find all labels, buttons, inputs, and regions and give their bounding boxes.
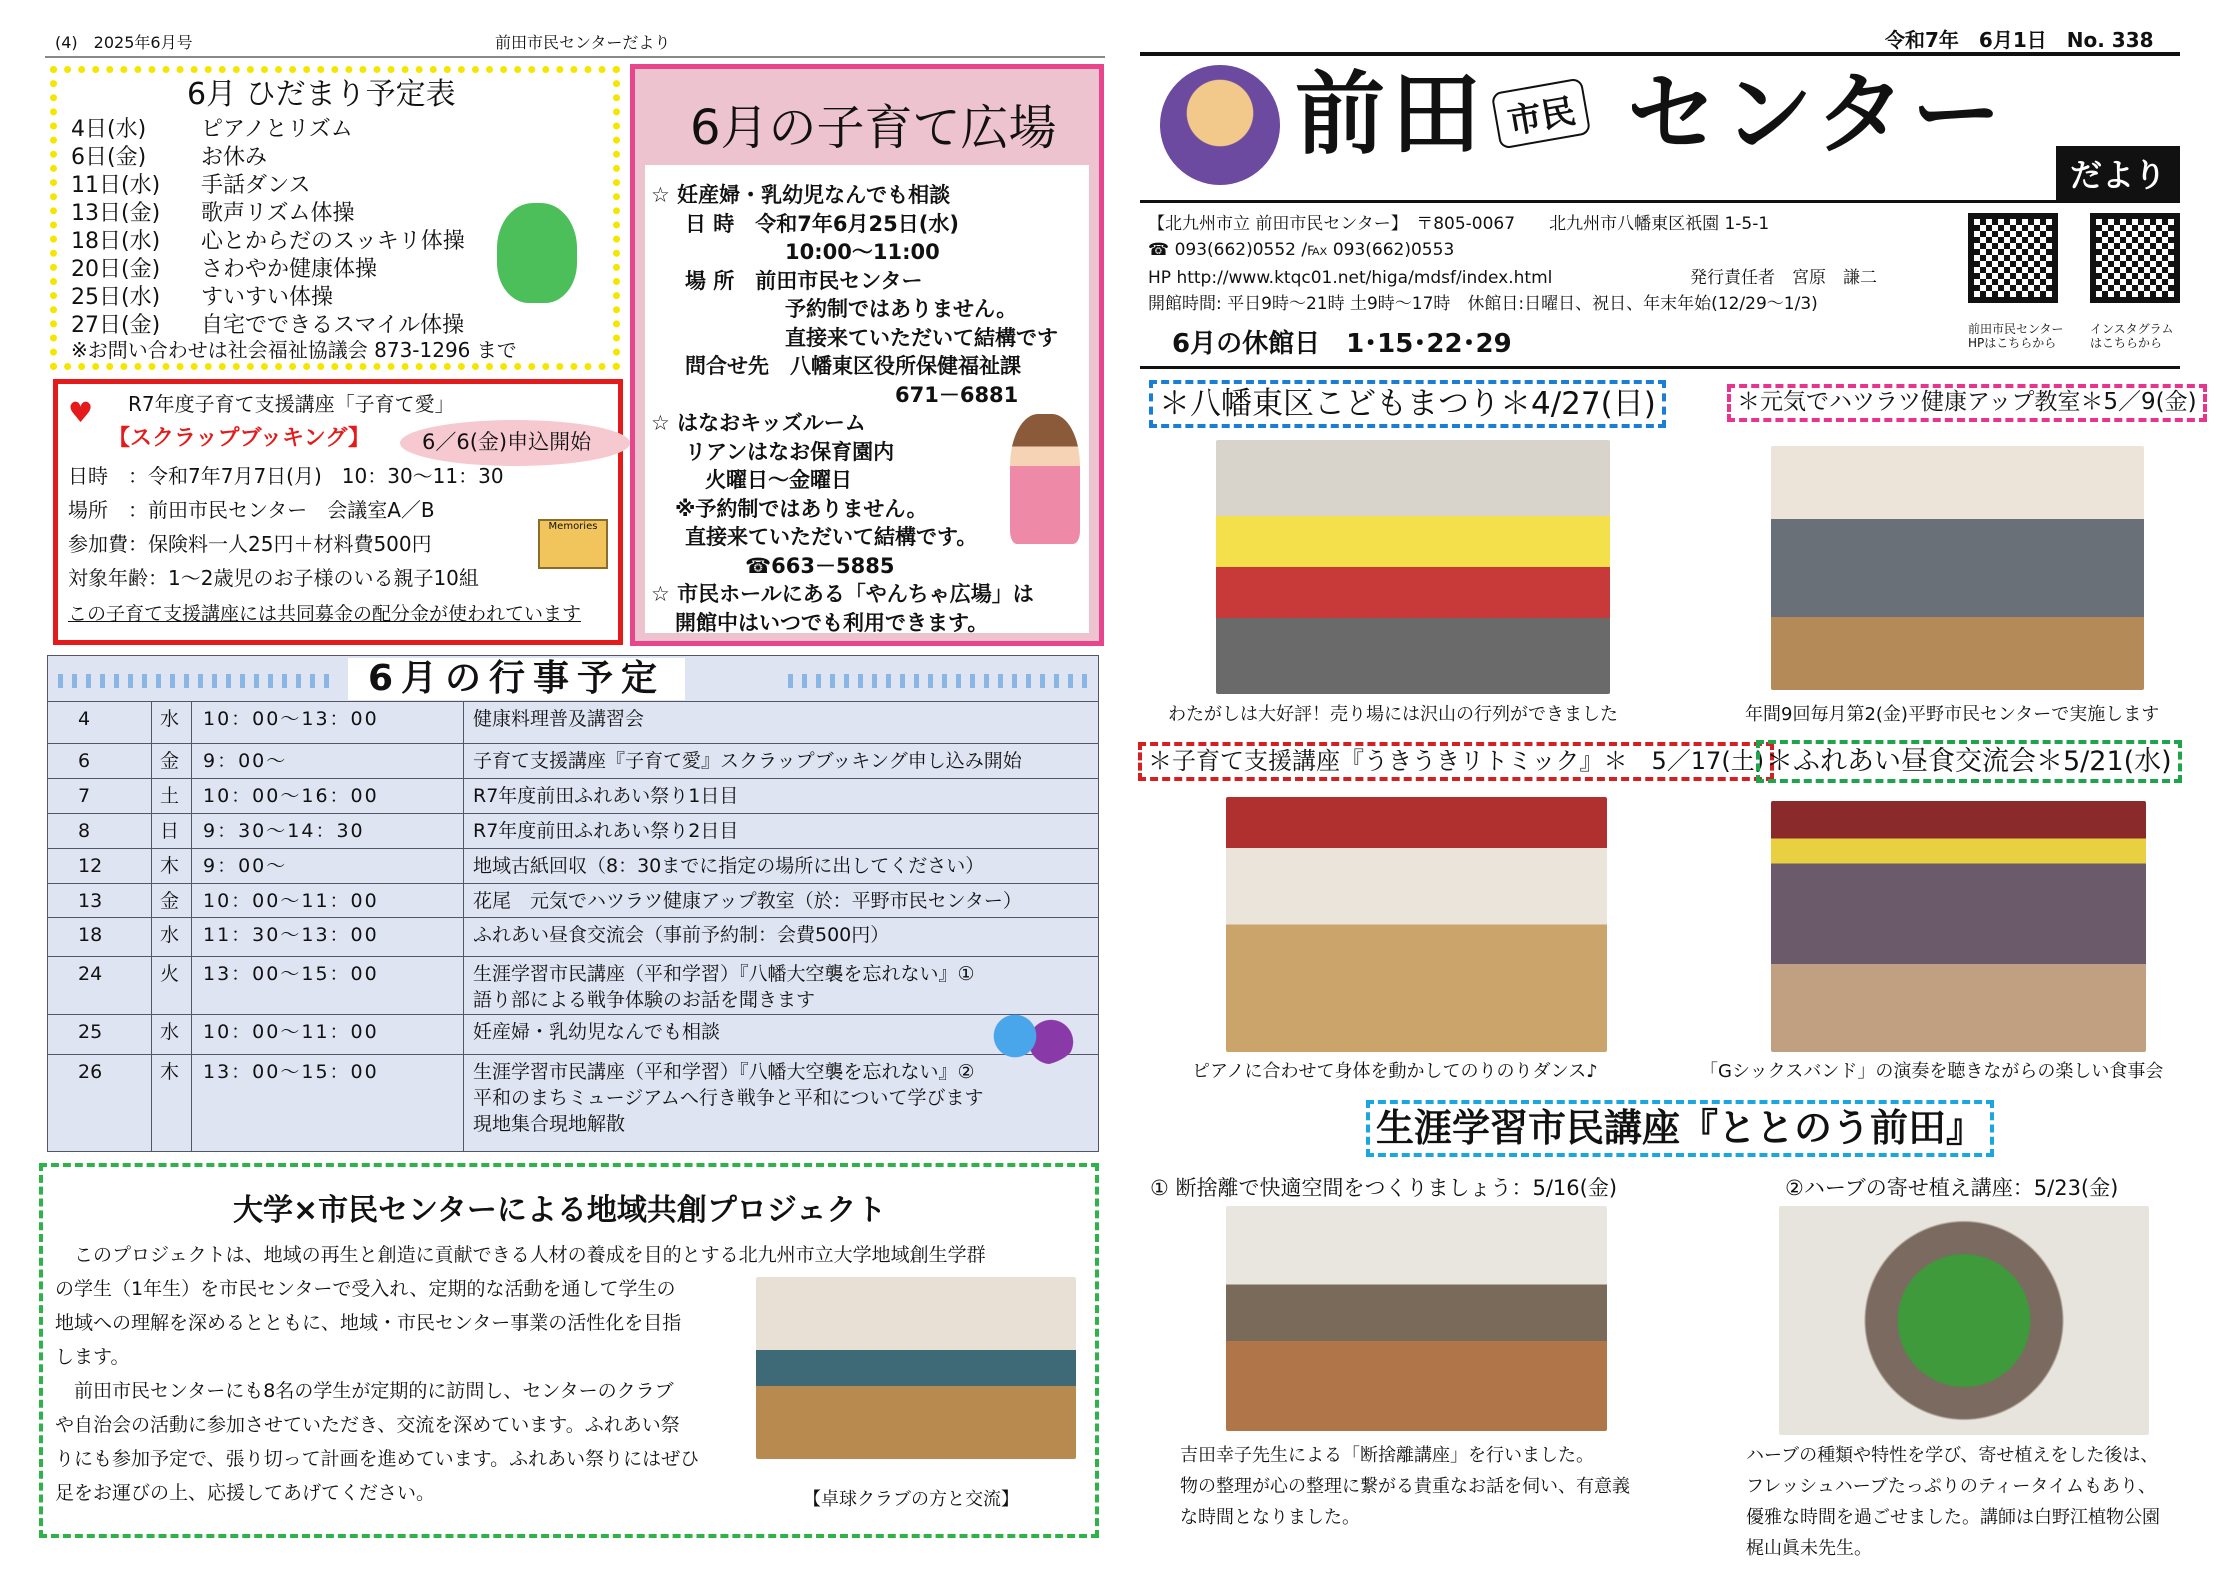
report-title: ＊ふれあい昼食交流会＊5/21(水): [1756, 740, 2182, 783]
hidamari-item: [71, 257, 377, 283]
phone-fax: ☎ 093(662)0552 /℻ 093(662)0553: [1148, 240, 1455, 260]
schedule-date: 26: [78, 1061, 103, 1083]
schedule-row: [48, 956, 1098, 1014]
hidamari-item: [71, 229, 465, 255]
hydrangea-illustration: [988, 1006, 1078, 1066]
masthead-shimin: 市民: [1491, 77, 1592, 149]
schedule-date: 13: [78, 890, 103, 912]
schedule-row: [48, 1014, 1098, 1054]
danshari-photo: [1226, 1206, 1607, 1431]
schedule-event: 現地集合現地解散: [473, 1113, 626, 1135]
kosodate-ai-detail: 場所 ：前田市民センター 会議室A／B: [68, 498, 435, 522]
report-caption: 年間9回毎月第2(金)平野市民センターで実施します: [1745, 704, 2160, 725]
hiroba-line: 場 所 前田市民センター: [685, 268, 923, 293]
hiroba-line: リアンはなお保育園内: [685, 439, 895, 464]
schedule-date: 24: [78, 963, 103, 985]
table-tennis-photo: [756, 1277, 1076, 1459]
hidamari-date: 4日(水): [71, 117, 147, 142]
schedule-event: 地域古紙回収（8：30までに指定の場所に出してください）: [473, 855, 985, 877]
kosodate-ai-footnote: この子育て支援講座には共同募金の配分金が使われています: [68, 603, 582, 625]
schedule-day: 水: [160, 924, 180, 946]
hidamari-item: [71, 117, 353, 143]
hiroba-line: ☆ はなおキッズルーム: [651, 411, 866, 435]
herb-photo: [1779, 1206, 2149, 1435]
hidamari-event: ピアノとリズム: [201, 117, 353, 142]
project-text: このプロジェクトは、地域の再生と創造に貢献できる人材の養成を目的とする北九州市立大学地域創生学群: [55, 1244, 986, 1266]
project-text: 足をお運びの上、応援してあげてください。: [55, 1482, 436, 1504]
schedule-event: 花尾 元気でハツラツ健康アップ教室（於：平野市民センター）: [473, 890, 1022, 912]
kosodate-ai-detail: 日時 ：令和7年7月7日(月) 10：30～11：30: [68, 464, 504, 488]
running-title: 前田市民センターだより: [495, 33, 671, 52]
issue-date: 令和7年 6月1日 No. 338: [1885, 28, 2154, 52]
schedule-event: 子育て支援講座『子育て愛』スクラップブッキング申し込み開始: [473, 750, 1022, 772]
project-text: や自治会の活動に参加させていただき、交流を深めています。ふれあい祭: [55, 1414, 680, 1436]
hidamari-date: 18日(水): [71, 229, 161, 254]
report-photo: [1216, 440, 1610, 694]
schedule-time: 13：00～15：00: [203, 963, 379, 985]
closed-days: 6月の休館日 1･15･22･29: [1172, 329, 1512, 359]
hiroba-line: 10:00～11:00: [785, 240, 940, 264]
hidamari-date: 13日(金): [71, 201, 161, 226]
schedule-day: 水: [160, 1021, 180, 1043]
hidamari-event: さわやか健康体操: [201, 257, 378, 282]
hiroba-line: 問合せ先 八幡東区役所保健福祉課: [685, 354, 1021, 378]
schedule-time: 10：00～16：00: [203, 785, 379, 807]
kosodate-ai-title: R7年度子育て支援講座「子育て愛」: [128, 392, 455, 416]
hiroba-line: 671－6881: [895, 382, 1019, 407]
schedule-date: 6: [78, 750, 91, 772]
schedule-event: 健康料理普及講習会: [473, 708, 645, 730]
heart-icon: ♥: [68, 396, 94, 429]
project-text: 地域への理解を深めるとともに、地域・市民センター事業の活性化を目指: [55, 1312, 682, 1334]
page-number: (4) 2025年6月号: [55, 33, 193, 52]
masthead-dayori: だより: [2056, 146, 2180, 200]
schedule-row: [48, 1054, 1098, 1143]
hidamari-note: ※お問い合わせは社会福祉協議会 873-1296 まで: [71, 338, 517, 362]
memories-book-icon: Memories: [538, 519, 608, 569]
mother-baby-illustration: [1010, 414, 1080, 544]
opening-hours: 開館時間: 平日9時～21時 土9時～17時 休館日:日曜日、祝日、年末年始(12/29～1/3): [1148, 294, 1818, 314]
schedule-date: 8: [78, 820, 91, 842]
schedule-event: 生涯学習市民講座（平和学習）『八幡大空襲を忘れない』①: [473, 963, 975, 985]
schedule-time: 10：00～11：00: [203, 1021, 379, 1043]
schedule-row: [48, 778, 1098, 813]
application-start-badge: 6／6(金)申込開始: [400, 420, 630, 466]
hidamari-date: 11日(水): [71, 173, 161, 198]
schedule-row: [48, 813, 1098, 848]
kosodate-hiroba-title: 6月の子育て広場: [690, 100, 1057, 156]
report-caption: わたがしは大好評！売り場には沢山の行列ができました: [1168, 704, 1618, 725]
hiroba-line: 日 時 令和7年6月25日(水): [685, 211, 959, 236]
lecture-title: 生涯学習市民講座『ととのう前田』: [1366, 1100, 1994, 1157]
schedule-day: 水: [160, 708, 180, 730]
rain-decoration: [58, 674, 338, 688]
hidamari-schedule-box: [50, 66, 620, 370]
hiroba-line: ※予約制ではありません。: [675, 496, 928, 521]
schedule-date: 18: [78, 924, 103, 946]
schedule-date: 12: [78, 855, 103, 877]
hidamari-event: 歌声リズム体操: [201, 201, 355, 226]
kosodate-hiroba-box: [630, 64, 1104, 646]
event-schedule-table: [47, 655, 1099, 1152]
hidamari-event: すいすい体操: [201, 285, 334, 310]
report-caption: 「Gシックスバンド」の演奏を聴きながらの楽しい食事会: [1700, 1061, 2164, 1082]
address: 【北九州市立 前田市民センター】 〒805-0067 北九州市八幡東区祇園 1-5-1: [1148, 214, 1770, 234]
schedule-row: [48, 917, 1098, 956]
masthead-title: 前田 センター: [1295, 62, 2008, 167]
schedule-day: 金: [160, 890, 180, 912]
hidamari-item: [71, 145, 267, 171]
schedule-time: 10：00～13：00: [203, 708, 379, 730]
schedule-title: 6月の行事予定: [348, 658, 685, 700]
schedule-time: 9：00～: [203, 750, 288, 772]
lecture-heading: ②ハーブの寄せ植え講座：5/23(金): [1785, 1176, 2119, 1200]
hp-qr-code[interactable]: [1968, 213, 2058, 303]
schedule-event: 妊産婦・乳幼児なんでも相談: [473, 1021, 721, 1043]
hidamari-item: [71, 201, 355, 227]
schedule-day: 火: [160, 963, 180, 985]
schedule-event: 生涯学習市民講座（平和学習）『八幡大空襲を忘れない』②: [473, 1061, 975, 1083]
project-text: 前田市民センターにも8名の学生が定期的に訪問し、センターのクラブ: [55, 1380, 674, 1402]
hiroba-line: 開館中はいつでも利用できます。: [675, 610, 989, 635]
schedule-date: 4: [78, 708, 91, 730]
hiroba-line: 直接来ていただいて結構です: [785, 325, 1058, 350]
schedule-header: [48, 656, 1098, 701]
hiroba-line: ☆ 市民ホールにある「やんちゃ広場」は: [651, 582, 1034, 606]
hidamari-event: お休み: [201, 145, 268, 170]
hidamari-item: [71, 313, 464, 339]
rain-decoration: [788, 674, 1088, 688]
hidamari-item: [71, 285, 333, 311]
kosodate-ai-subtitle: 【スクラップブッキング】: [108, 426, 371, 451]
hidamari-date: 6日(金): [71, 145, 147, 170]
schedule-date: 25: [78, 1021, 103, 1043]
gemini-logo: [1160, 65, 1280, 185]
schedule-event: ふれあい昼食交流会（事前予約制：会費500円）: [473, 924, 890, 946]
schedule-day: 木: [160, 1061, 180, 1083]
schedule-row: [48, 883, 1098, 917]
hidamari-event: 心とからだのスッキリ体操: [201, 229, 465, 254]
project-box: [39, 1163, 1099, 1538]
schedule-row: [48, 743, 1098, 778]
hiroba-line: ☆ 妊産婦・乳幼児なんでも相談: [651, 183, 951, 207]
schedule-event: R7年度前田ふれあい祭り1日目: [473, 785, 739, 807]
schedule-time: 9：30～14：30: [203, 820, 365, 842]
divider: [45, 56, 1105, 58]
hiroba-line: 予約制ではありません。: [785, 297, 1018, 321]
qr-label: インスタグラム はこちらから: [2090, 322, 2174, 350]
report-title: ＊八幡東区こどもまつり＊4/27(日): [1149, 380, 1666, 428]
masthead: [1145, 55, 2180, 200]
photo-caption: 【卓球クラブの方と交流】: [803, 1489, 1019, 1510]
hidamari-event: 手話ダンス: [201, 173, 311, 198]
hiroba-line: 火曜日～金曜日: [705, 468, 852, 492]
report-title: ＊元気でハツラツ健康アップ教室＊5／9(金): [1727, 384, 2207, 422]
schedule-event: R7年度前田ふれあい祭り2日目: [473, 820, 739, 842]
hidamari-item: [71, 173, 311, 199]
hidamari-title: 6月 ひだまり予定表: [187, 77, 456, 112]
kosodate-ai-detail: 参加費：保険料一人25円＋材料費500円: [68, 532, 432, 556]
schedule-day: 木: [160, 855, 180, 877]
publisher: 発行責任者 宮原 謙二: [1690, 268, 1877, 288]
instagram-qr-code[interactable]: [2090, 213, 2180, 303]
lecture-heading: ① 断捨離で快適空間をつくりましょう：5/16(金): [1150, 1176, 1618, 1200]
schedule-time: 9：00～: [203, 855, 288, 877]
schedule-day: 日: [160, 820, 180, 842]
project-text: します。: [55, 1346, 130, 1368]
project-title: 大学×市民センターによる地域共創プロジェクト: [233, 1193, 887, 1228]
lecture-text: 吉田幸子先生による「断捨離講座」を行いました。 物の整理が心の整理に繋がる貴重なお話を伺い、有意義 な時間となりました。: [1180, 1445, 1630, 1528]
schedule-day: 土: [160, 785, 180, 807]
kosodate-ai-box: [53, 379, 623, 645]
hidamari-date: 20日(金): [71, 257, 161, 282]
schedule-event: 語り部による戦争体験のお話を聞きます: [473, 989, 816, 1011]
report-title: ＊子育て支援講座『うきうきリトミック』＊ 5／17(土): [1138, 742, 1774, 781]
report-photo: [1771, 801, 2146, 1052]
hidamari-date: 25日(水): [71, 285, 161, 310]
qr-label: 前田市民センター HPはこちらから: [1968, 322, 2064, 350]
lecture-text: ハーブの種類や特性を学び、寄せ植えをした後は、 フレッシュハーブたっぷりのティータイムもあり、 優雅な時間を過ごせました。講師は白野江植物公園 梶山眞未先生。: [1746, 1445, 2160, 1559]
homepage-link[interactable]: HP http://www.ktqc01.net/higa/mdsf/index.html: [1148, 268, 1553, 288]
report-caption: ピアノに合わせて身体を動かしてのりのりダンス♪: [1192, 1061, 1598, 1082]
kosodate-ai-detail: 対象年齢：1～2歳児のお子様のいる親子10組: [68, 566, 479, 590]
hiroba-line: ☎663－5885: [745, 553, 895, 578]
hidamari-event: 自宅でできるスマイル体操: [201, 313, 465, 338]
report-photo: [1771, 446, 2144, 690]
report-photo: [1226, 797, 1607, 1052]
project-text: りにも参加予定で、張り切って計画を進めています。ふれあい祭りにはぜひ: [55, 1448, 700, 1470]
hiroba-line: 直接来ていただいて結構です。: [685, 525, 978, 549]
schedule-day: 金: [160, 750, 180, 772]
schedule-event: 平和のまちミュージアムへ行き戦争と平和について学びます: [473, 1087, 984, 1109]
schedule-time: 10：00～11：00: [203, 890, 379, 912]
frog-illustration: [497, 203, 577, 303]
schedule-date: 7: [78, 785, 91, 807]
project-text: の学生（1年生）を市民センターで受入れ、定期的な活動を通して学生の: [55, 1278, 676, 1300]
schedule-row: [48, 848, 1098, 883]
schedule-time: 13：00～15：00: [203, 1061, 379, 1083]
schedule-time: 11：30～13：00: [203, 924, 379, 946]
hidamari-date: 27日(金): [71, 313, 161, 338]
schedule-row: [48, 701, 1098, 743]
